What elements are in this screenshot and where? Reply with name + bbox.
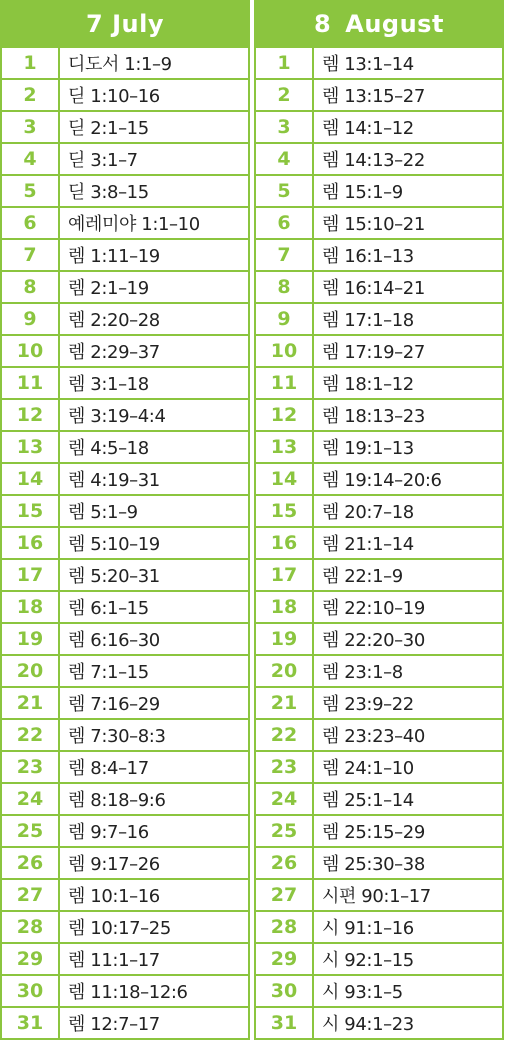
reading-passage: 렘 20:7–18 bbox=[322, 502, 414, 523]
reading-passage: 렘 24:1–10 bbox=[322, 758, 414, 779]
day-number: 6 bbox=[2, 208, 60, 238]
table-row bbox=[2, 590, 248, 622]
table-row bbox=[256, 846, 502, 878]
reading-passage: 렘 5:20–31 bbox=[68, 566, 160, 587]
table-row bbox=[256, 526, 502, 558]
day-number: 27 bbox=[2, 880, 60, 910]
day-number: 5 bbox=[256, 176, 314, 206]
day-number: 20 bbox=[256, 656, 314, 686]
table-row bbox=[2, 110, 248, 142]
day-number: 22 bbox=[2, 720, 60, 750]
day-number: 20 bbox=[2, 656, 60, 686]
reading-passage: 렘 23:23–40 bbox=[322, 726, 425, 747]
day-number: 2 bbox=[2, 80, 60, 110]
day-number: 21 bbox=[256, 688, 314, 718]
day-number: 7 bbox=[2, 240, 60, 270]
july-rows bbox=[0, 48, 250, 1040]
day-number: 21 bbox=[2, 688, 60, 718]
day-number: 31 bbox=[2, 1008, 60, 1038]
table-row bbox=[256, 142, 502, 174]
month-name: August bbox=[345, 10, 444, 38]
table-row bbox=[256, 622, 502, 654]
august-rows bbox=[254, 48, 504, 1040]
day-number: 18 bbox=[2, 592, 60, 622]
reading-passage: 렘 8:18–9:6 bbox=[68, 790, 166, 811]
table-row bbox=[2, 974, 248, 1006]
table-row bbox=[256, 494, 502, 526]
reading-passage: 렘 17:1–18 bbox=[322, 310, 414, 331]
day-number: 5 bbox=[2, 176, 60, 206]
reading-passage: 렘 2:20–28 bbox=[68, 310, 160, 331]
day-number: 30 bbox=[256, 976, 314, 1006]
table-row bbox=[2, 814, 248, 846]
reading-passage: 렘 17:19–27 bbox=[322, 342, 425, 363]
day-number: 3 bbox=[2, 112, 60, 142]
reading-passage: 렘 8:4–17 bbox=[68, 758, 149, 779]
table-row bbox=[2, 782, 248, 814]
july-header bbox=[0, 0, 250, 48]
august-header bbox=[254, 0, 504, 48]
day-number: 6 bbox=[256, 208, 314, 238]
table-row bbox=[256, 974, 502, 1006]
day-number: 31 bbox=[256, 1008, 314, 1038]
reading-passage: 렘 3:19–4:4 bbox=[68, 406, 166, 427]
day-number: 29 bbox=[2, 944, 60, 974]
table-row bbox=[256, 174, 502, 206]
reading-passage: 딛 2:1–15 bbox=[68, 118, 149, 139]
reading-passage: 렘 2:1–19 bbox=[68, 278, 149, 299]
table-row bbox=[2, 1006, 248, 1038]
reading-passage: 렘 23:9–22 bbox=[322, 694, 414, 715]
day-number: 17 bbox=[2, 560, 60, 590]
day-number: 22 bbox=[256, 720, 314, 750]
table-row bbox=[256, 78, 502, 110]
table-row bbox=[256, 334, 502, 366]
day-number: 19 bbox=[2, 624, 60, 654]
reading-passage: 렘 25:1–14 bbox=[322, 790, 414, 811]
reading-passage: 렘 5:10–19 bbox=[68, 534, 160, 555]
day-number: 24 bbox=[2, 784, 60, 814]
day-number: 29 bbox=[256, 944, 314, 974]
table-row bbox=[2, 942, 248, 974]
day-number: 8 bbox=[256, 272, 314, 302]
table-row bbox=[2, 686, 248, 718]
table-row bbox=[256, 366, 502, 398]
day-number: 7 bbox=[256, 240, 314, 270]
reading-passage: 렘 16:14–21 bbox=[322, 278, 425, 299]
day-number: 18 bbox=[256, 592, 314, 622]
table-row bbox=[256, 238, 502, 270]
reading-passage: 렘 14:1–12 bbox=[322, 118, 414, 139]
table-row bbox=[2, 48, 248, 78]
day-number: 13 bbox=[256, 432, 314, 462]
reading-passage: 딛 1:10–16 bbox=[68, 86, 160, 107]
reading-passage: 시 92:1–15 bbox=[322, 950, 414, 971]
reading-passage: 시 94:1–23 bbox=[322, 1014, 414, 1035]
reading-passage: 렘 12:7–17 bbox=[68, 1014, 160, 1035]
day-number: 28 bbox=[2, 912, 60, 942]
day-number: 9 bbox=[2, 304, 60, 334]
reading-passage: 렘 23:1–8 bbox=[322, 662, 403, 683]
day-number: 2 bbox=[256, 80, 314, 110]
july-column bbox=[0, 0, 250, 1056]
august-column bbox=[254, 0, 504, 1056]
day-number: 23 bbox=[2, 752, 60, 782]
reading-passage: 렘 16:1–13 bbox=[322, 246, 414, 267]
table-row bbox=[256, 718, 502, 750]
table-row bbox=[256, 48, 502, 78]
day-number: 4 bbox=[2, 144, 60, 174]
reading-passage: 렘 19:14–20:6 bbox=[322, 470, 442, 491]
table-row bbox=[2, 334, 248, 366]
reading-passage: 렘 9:17–26 bbox=[68, 854, 160, 875]
day-number: 28 bbox=[256, 912, 314, 942]
table-row bbox=[2, 910, 248, 942]
reading-passage: 딛 3:1–7 bbox=[68, 150, 138, 171]
reading-passage: 렘 22:1–9 bbox=[322, 566, 403, 587]
table-row bbox=[256, 590, 502, 622]
table-row bbox=[256, 110, 502, 142]
month-number: 7 bbox=[86, 10, 104, 38]
day-number: 14 bbox=[2, 464, 60, 494]
table-row bbox=[256, 206, 502, 238]
day-number: 13 bbox=[2, 432, 60, 462]
reading-passage: 렘 18:13–23 bbox=[322, 406, 425, 427]
reading-passage: 렘 19:1–13 bbox=[322, 438, 414, 459]
reading-passage: 렘 14:13–22 bbox=[322, 150, 425, 171]
table-row bbox=[2, 206, 248, 238]
month-number: 8 bbox=[314, 10, 332, 38]
table-row bbox=[2, 78, 248, 110]
reading-passage: 렘 5:1–9 bbox=[68, 502, 138, 523]
reading-passage: 렘 6:16–30 bbox=[68, 630, 160, 651]
day-number: 11 bbox=[256, 368, 314, 398]
table-row bbox=[256, 1006, 502, 1038]
reading-passage: 렘 15:1–9 bbox=[322, 182, 403, 203]
reading-passage: 렘 10:17–25 bbox=[68, 918, 171, 939]
reading-passage: 렘 9:7–16 bbox=[68, 822, 149, 843]
reading-passage: 렘 1:11–19 bbox=[68, 246, 160, 267]
table-row bbox=[2, 462, 248, 494]
table-row bbox=[256, 430, 502, 462]
day-number: 8 bbox=[2, 272, 60, 302]
reading-passage: 렘 25:30–38 bbox=[322, 854, 425, 875]
reading-passage: 렘 3:1–18 bbox=[68, 374, 149, 395]
table-row bbox=[256, 558, 502, 590]
day-number: 27 bbox=[256, 880, 314, 910]
day-number: 24 bbox=[256, 784, 314, 814]
day-number: 1 bbox=[2, 48, 60, 78]
month-name: July bbox=[112, 10, 164, 38]
table-row bbox=[256, 686, 502, 718]
reading-passage: 시편 90:1–17 bbox=[322, 886, 431, 907]
reading-passage: 딛 3:8–15 bbox=[68, 182, 149, 203]
table-row bbox=[256, 270, 502, 302]
day-number: 15 bbox=[2, 496, 60, 526]
table-row bbox=[2, 654, 248, 686]
reading-passage: 렘 10:1–16 bbox=[68, 886, 160, 907]
reading-passage: 렘 13:15–27 bbox=[322, 86, 425, 107]
day-number: 12 bbox=[256, 400, 314, 430]
table-row bbox=[256, 782, 502, 814]
reading-passage: 렘 4:19–31 bbox=[68, 470, 160, 491]
table-row bbox=[2, 622, 248, 654]
reading-passage: 렘 6:1–15 bbox=[68, 598, 149, 619]
reading-passage: 렘 22:20–30 bbox=[322, 630, 425, 651]
table-row bbox=[2, 494, 248, 526]
day-number: 4 bbox=[256, 144, 314, 174]
table-row bbox=[2, 238, 248, 270]
table-row bbox=[256, 302, 502, 334]
reading-passage: 렘 11:1–17 bbox=[68, 950, 160, 971]
table-row bbox=[2, 878, 248, 910]
day-number: 10 bbox=[256, 336, 314, 366]
table-row bbox=[2, 270, 248, 302]
table-row bbox=[2, 718, 248, 750]
table-row bbox=[256, 878, 502, 910]
table-row bbox=[2, 846, 248, 878]
table-row bbox=[2, 750, 248, 782]
table-row bbox=[256, 462, 502, 494]
table-row bbox=[2, 558, 248, 590]
reading-passage: 렘 11:18–12:6 bbox=[68, 982, 188, 1003]
reading-passage: 렘 15:10–21 bbox=[322, 214, 425, 235]
day-number: 16 bbox=[256, 528, 314, 558]
table-row bbox=[2, 142, 248, 174]
reading-passage: 렘 2:29–37 bbox=[68, 342, 160, 363]
table-row bbox=[256, 398, 502, 430]
reading-passage: 렘 13:1–14 bbox=[322, 54, 414, 75]
day-number: 26 bbox=[2, 848, 60, 878]
day-number: 3 bbox=[256, 112, 314, 142]
table-row bbox=[256, 654, 502, 686]
day-number: 14 bbox=[256, 464, 314, 494]
table-row bbox=[256, 814, 502, 846]
day-number: 15 bbox=[256, 496, 314, 526]
reading-passage: 렘 7:1–15 bbox=[68, 662, 149, 683]
day-number: 23 bbox=[256, 752, 314, 782]
table-row bbox=[256, 750, 502, 782]
day-number: 16 bbox=[2, 528, 60, 558]
reading-passage: 렘 18:1–12 bbox=[322, 374, 414, 395]
reading-passage: 시 91:1–16 bbox=[322, 918, 414, 939]
day-number: 1 bbox=[256, 48, 314, 78]
reading-passage: 렘 22:10–19 bbox=[322, 598, 425, 619]
day-number: 26 bbox=[256, 848, 314, 878]
table-row bbox=[2, 526, 248, 558]
reading-passage: 예레미야 1:1–10 bbox=[68, 214, 200, 235]
reading-passage: 렘 4:5–18 bbox=[68, 438, 149, 459]
reading-passage: 렘 7:16–29 bbox=[68, 694, 160, 715]
day-number: 12 bbox=[2, 400, 60, 430]
reading-passage: 시 93:1–5 bbox=[322, 982, 403, 1003]
day-number: 10 bbox=[2, 336, 60, 366]
day-number: 11 bbox=[2, 368, 60, 398]
table-row bbox=[2, 398, 248, 430]
reading-passage: 렘 7:30–8:3 bbox=[68, 726, 166, 747]
day-number: 25 bbox=[256, 816, 314, 846]
day-number: 19 bbox=[256, 624, 314, 654]
table-row bbox=[2, 174, 248, 206]
table-row bbox=[2, 430, 248, 462]
table-row bbox=[256, 910, 502, 942]
day-number: 9 bbox=[256, 304, 314, 334]
day-number: 30 bbox=[2, 976, 60, 1006]
day-number: 17 bbox=[256, 560, 314, 590]
day-number: 25 bbox=[2, 816, 60, 846]
table-row bbox=[256, 942, 502, 974]
table-row bbox=[2, 366, 248, 398]
table-row bbox=[2, 302, 248, 334]
reading-passage: 디도서 1:1–9 bbox=[68, 54, 172, 75]
reading-passage: 렘 25:15–29 bbox=[322, 822, 425, 843]
reading-passage: 렘 21:1–14 bbox=[322, 534, 414, 555]
